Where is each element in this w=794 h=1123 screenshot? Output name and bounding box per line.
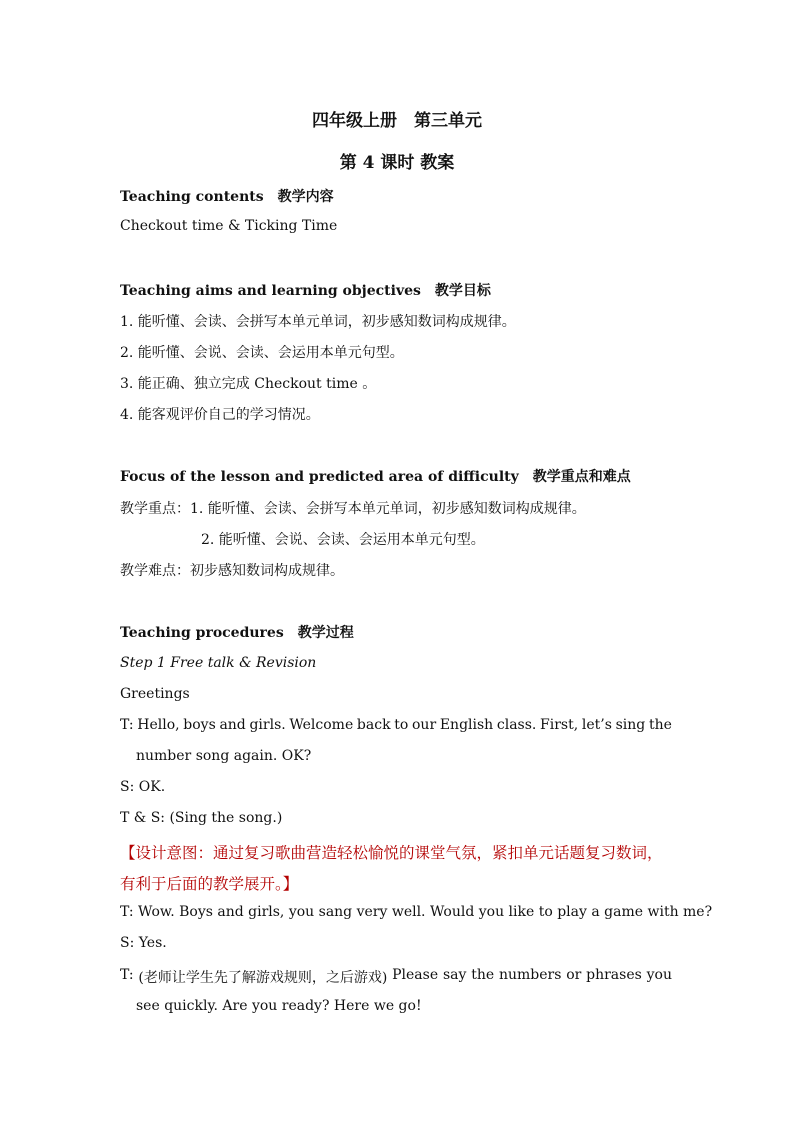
word: the: [648, 717, 672, 733]
word: the: [471, 967, 495, 983]
word: or: [566, 967, 582, 983]
word: sing: [615, 717, 646, 733]
focus-difficulty: 教学难点：初步感知数词构成规律。: [120, 563, 344, 579]
word: First,: [540, 717, 579, 733]
contents-text: Checkout time & Ticking Time: [120, 218, 338, 234]
teacher-student-line: T & S: (Sing the song.): [120, 810, 283, 826]
word: you: [646, 967, 672, 983]
word: T:: [120, 967, 134, 983]
word: Please: [392, 967, 439, 983]
aim-item-1: 1. 能听懂、会读、会拼写本单元单词，初步感知数词构成规律。: [120, 314, 516, 330]
word: let’s: [581, 717, 612, 733]
aim-item-3: 3. 能正确、独立完成 Checkout time 。: [120, 376, 377, 392]
aim-item-4: 4. 能客观评价自己的学习情况。: [120, 407, 320, 423]
word: our: [412, 717, 437, 733]
step-1-heading: Step 1 Free talk & Revision: [120, 655, 317, 671]
word: English: [439, 717, 494, 733]
document-subtitle: 第 4 课时 教案: [339, 153, 455, 173]
word: class.: [496, 717, 537, 733]
teacher-line-3-continued: see quickly. Are you ready? Here we go!: [136, 998, 422, 1014]
procedures-heading: Teaching procedures 教学过程: [120, 625, 354, 641]
aim-item-2: 2. 能听懂、会说、会读、会运用本单元句型。: [120, 345, 404, 361]
word: back: [356, 717, 391, 733]
focus-key-line-2: 2. 能听懂、会说、会读、会运用本单元句型。: [201, 532, 485, 548]
teacher-line-2: T: Wow. Boys and girls, you sang very well. Would you like to play a game with me?: [120, 904, 713, 920]
student-line-1: S: OK.: [120, 779, 166, 795]
word: numbers: [498, 967, 562, 983]
word: phrases: [586, 967, 642, 983]
focus-heading: Focus of the lesson and predicted area of difficulty 教学重点和难点: [120, 469, 631, 485]
focus-key-line-1: 教学重点：1. 能听懂、会读、会拼写本单元单词，初步感知数词构成规律。: [120, 501, 586, 517]
word: say: [442, 967, 467, 983]
word: to: [394, 717, 409, 733]
word: boys: [183, 717, 216, 733]
word: and: [219, 717, 246, 733]
teacher-line-1: [120, 717, 672, 733]
teacher-line-3: [120, 967, 672, 987]
word: girls.: [249, 717, 286, 733]
word: Welcome: [289, 717, 354, 733]
word: T:: [120, 717, 134, 733]
greetings-text: Greetings: [120, 686, 190, 702]
student-line-2: S: Yes.: [120, 935, 167, 951]
word: Hello,: [137, 717, 180, 733]
word: (老师让学生先了解游戏规则，之后游戏): [138, 970, 388, 986]
teacher-line-1-continued: number song again. OK?: [136, 748, 312, 764]
design-intent-line-2: 有利于后面的教学展开。】: [120, 875, 299, 893]
document-title: 四年级上册 第三单元: [312, 111, 482, 131]
aims-heading: Teaching aims and learning objectives 教学目标: [120, 283, 491, 299]
design-intent-line-1: 【设计意图：通过复习歌曲营造轻松愉悦的课堂气氛，紧扣单元话题复习数词，: [120, 844, 663, 862]
contents-heading: Teaching contents 教学内容: [120, 189, 334, 205]
